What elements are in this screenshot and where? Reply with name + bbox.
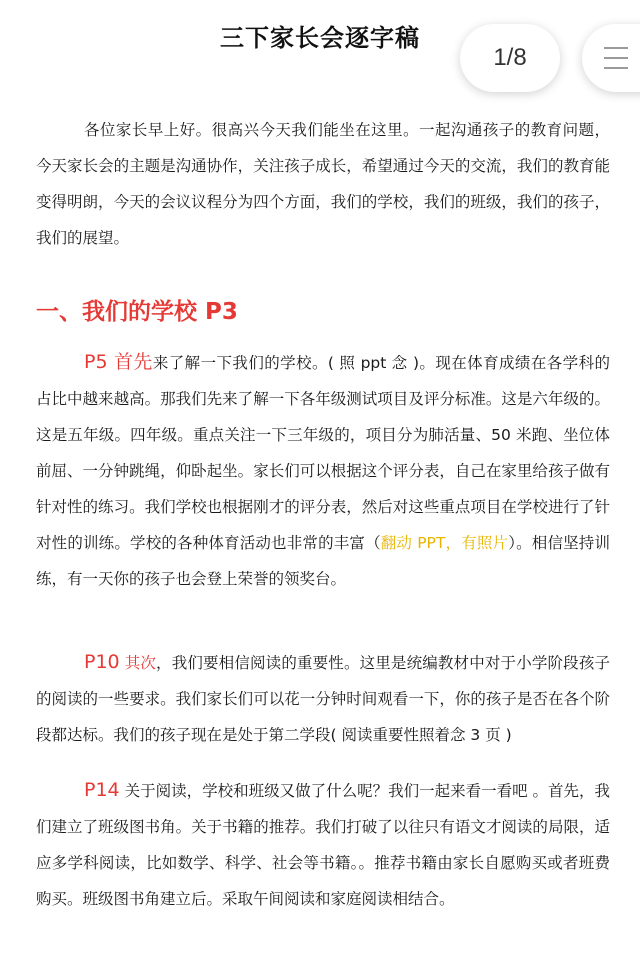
paragraph-p5-text-a: 来了解一下我们的学校。( 照 ppt 念 )。现在体育成绩在各学科的占比中越来越高。那我们先来了解一下各年级测试项目及评分标准。这是六年级的。这是五年级。四年级。重点关注一下三年级的，项目分为肺活量、50 米跑、坐位体前屈、一分钟跳绳，仰卧起坐。家长们可以根据这个评分表，自己在家里给孩子做有针对性的练习。我们学校也根据刚才的评分表，然后对这些重点项目在学校进行了针对性的训练。学校的各种体育活动也非常的丰富（ — [36, 354, 610, 552]
menu-button[interactable] — [582, 24, 640, 92]
document-title: 三下家长会逐字稿 — [220, 24, 420, 52]
page-marker-p10: P10 — [84, 651, 120, 673]
paragraph-p10-text: ，我们要相信阅读的重要性。这里是统编教材中对于小学阶段孩子的阅读的一些要求。我们家长们可以花一分钟时间观看一下，你的孩子是否在各个阶段都达标。我们的孩子现在是处于第二学段( 阅读重要性照着念 3 页 ) — [36, 654, 610, 744]
page-counter[interactable]: 1/8 — [460, 24, 560, 92]
paragraph-p10 — [36, 644, 610, 753]
page-marker-p5: P5 首先 — [84, 351, 153, 373]
paragraph-p5-text-b: ）。相信坚持训练，有一天你的孩子也会登上荣誉的领奖台。 — [36, 534, 610, 588]
marker-secondly: 其次 — [119, 654, 157, 672]
page-marker-p14: P14 — [84, 779, 120, 801]
paragraph-p14-text: 关于阅读，学校和班级又做了什么呢？我们一起来看一看吧 。首先，我们建立了班级图书角。关于书籍的推荐。我们打破了以往只有语文才阅读的局限，适应多学科阅读，比如数学、科学、社会等书籍。。推荐书籍由家长自愿购买或者班费购买。班级图书角建立后。采取午间阅读和家庭阅读相结合。 — [36, 782, 610, 908]
hamburger-menu-icon — [604, 47, 628, 69]
paragraph-p5 — [36, 344, 610, 597]
intro-text: 各位家长早上好。很高兴今天我们能坐在这里。一起沟通孩子的教育问题，今天家长会的主题是沟通协作，关注孩子成长，希望通过今天的交流，我们的教育能变得明朗，今天的会议议程分为四个方面，我们的学校，我们的班级，我们的孩子，我们的展望。 — [36, 121, 610, 247]
ppt-note-highlight: 翻动 PPT，有照片 — [380, 534, 509, 552]
intro-paragraph — [36, 112, 610, 256]
section-heading-school: 一、我们的学校 P3 — [36, 299, 238, 325]
paragraph-p14 — [36, 772, 610, 917]
